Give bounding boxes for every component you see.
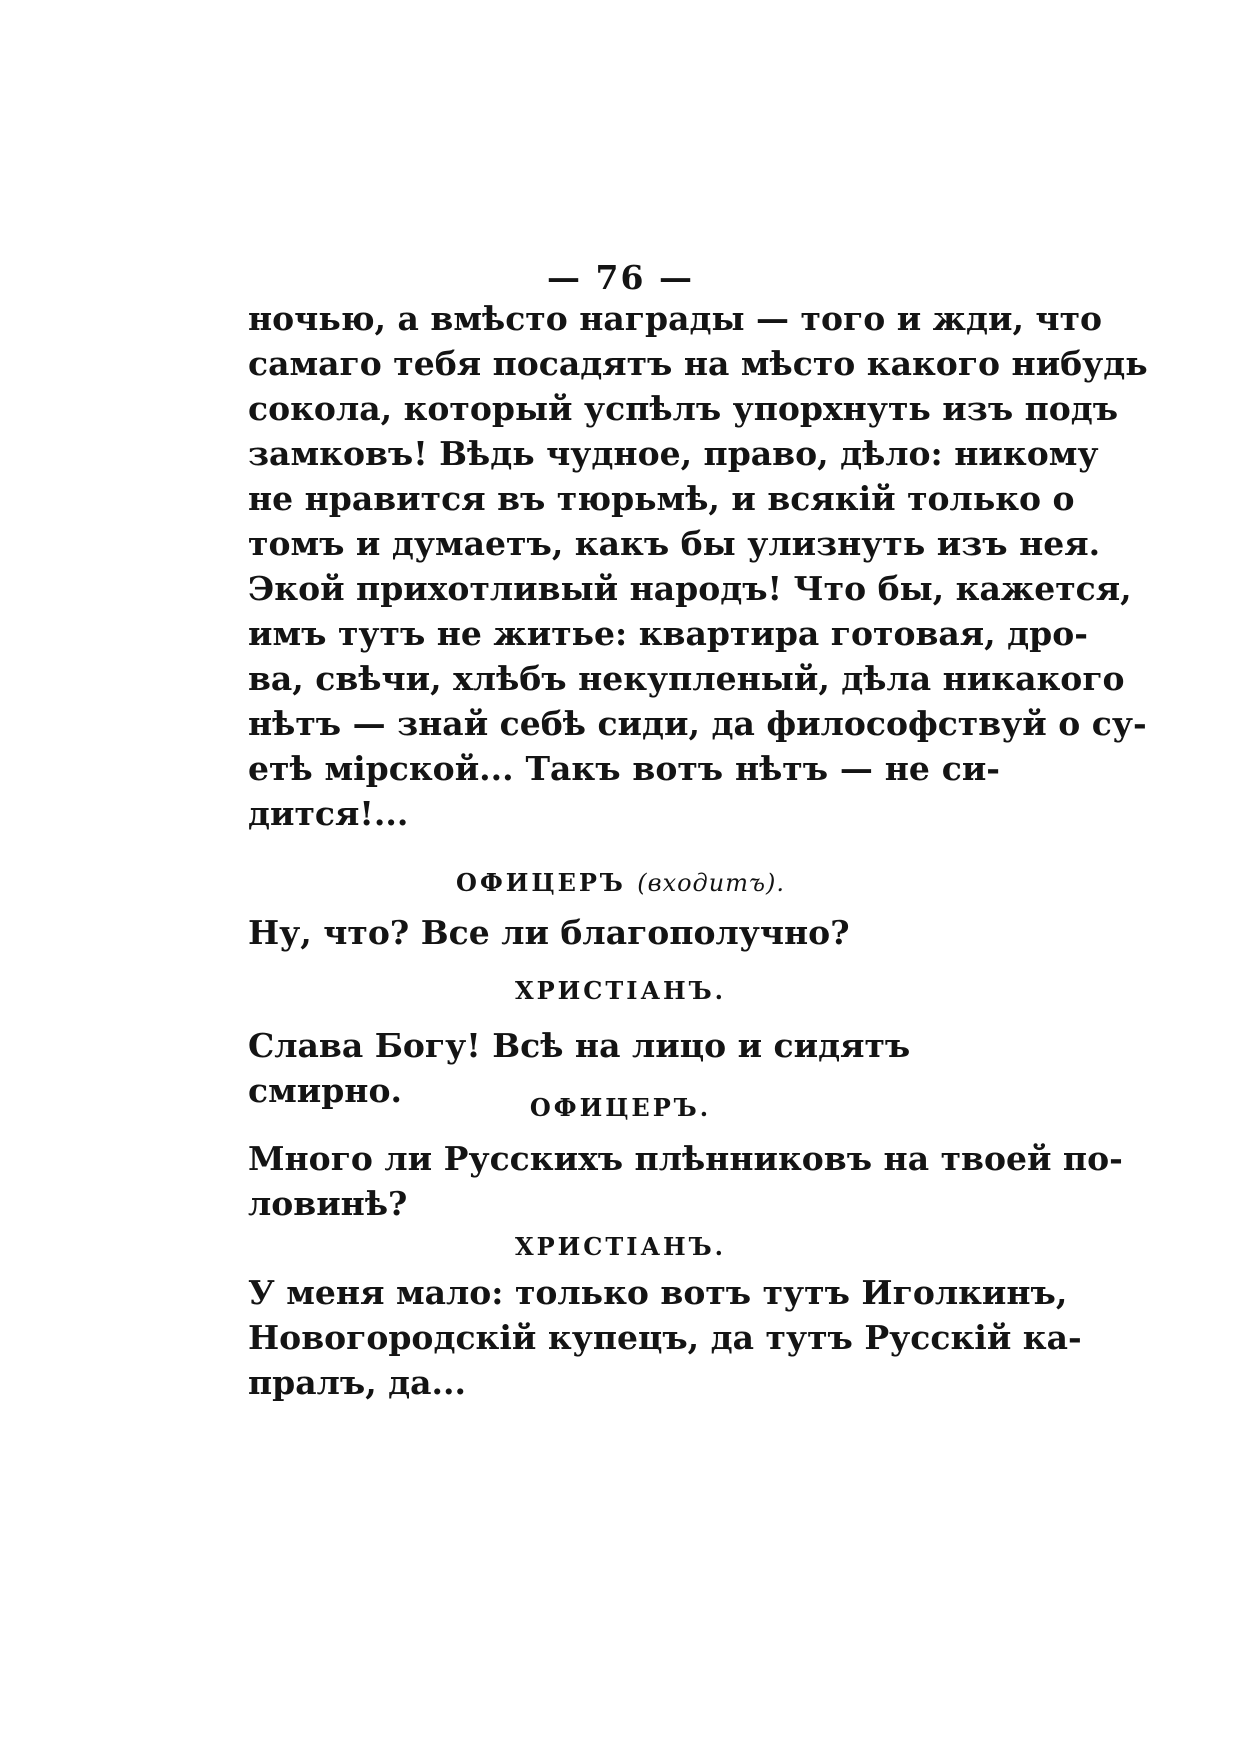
paragraph-line: имъ тутъ не житье: квартира готовая, дро- bbox=[248, 614, 1088, 653]
paragraph-line: замковъ! Вѣдь чудное, право, дѣло: никому bbox=[248, 434, 1099, 473]
speaker-heading bbox=[0, 868, 1241, 897]
paragraph-line: самаго тебя посадятъ на мѣсто какого нибудь bbox=[248, 344, 1148, 383]
speaker-heading bbox=[0, 1093, 1241, 1122]
paragraph-line: Экой прихотливый народъ! Что бы, кажется, bbox=[248, 569, 1132, 608]
page-number: — 76 — bbox=[547, 258, 694, 297]
paragraph-line: ва, свѣчи, хлѣбъ некупленый, дѣла никакого bbox=[248, 659, 1125, 698]
speech-line: Ну, что? Все ли благополучно? bbox=[248, 913, 850, 952]
paragraph-line: томъ и думаетъ, какъ бы улизнуть изъ нея. bbox=[248, 524, 1101, 563]
speech-line: пралъ, да... bbox=[248, 1363, 467, 1402]
paragraph-line: ночью, а вмѣсто награды — того и жди, что bbox=[248, 299, 1103, 338]
speech-line: Новогородскій купецъ, да тутъ Русскій ка- bbox=[248, 1318, 1082, 1357]
speech-line: Слава Богу! Всѣ на лицо и сидятъ смирно. bbox=[248, 1026, 911, 1110]
speech-line: Много ли Русскихъ плѣнниковъ на твоей по- bbox=[248, 1139, 1123, 1178]
speaker-name: ХРИСТІАНЪ. bbox=[514, 1232, 727, 1261]
paragraph-line: сокола, который успѣлъ упорхнуть изъ подъ bbox=[248, 389, 1119, 428]
speaker-heading bbox=[0, 976, 1241, 1005]
speech-block bbox=[248, 1136, 1123, 1226]
paragraph-line: дится!... bbox=[248, 794, 409, 833]
speech-line: ловинѣ? bbox=[248, 1184, 408, 1223]
paragraph-line: етѣ мірской... Такъ вотъ нѣтъ — не си- bbox=[248, 749, 1000, 788]
speaker-name: ХРИСТІАНЪ. bbox=[514, 976, 727, 1005]
stage-direction: (входитъ). bbox=[637, 869, 785, 897]
speech-line: У меня мало: только вотъ тутъ Иголкинъ, bbox=[248, 1273, 1068, 1312]
monologue-paragraph bbox=[248, 296, 1148, 836]
speaker-name: ОФИЦЕРЪ. bbox=[529, 1093, 712, 1122]
speaker-heading bbox=[0, 1232, 1241, 1261]
paragraph-line: нѣтъ — знай себѣ сиди, да философствуй о су- bbox=[248, 704, 1147, 743]
speech-block bbox=[248, 1270, 1082, 1405]
paragraph-line: не нравится въ тюрьмѣ, и всякій только о bbox=[248, 479, 1075, 518]
speaker-name: ОФИЦЕРЪ bbox=[456, 868, 626, 897]
